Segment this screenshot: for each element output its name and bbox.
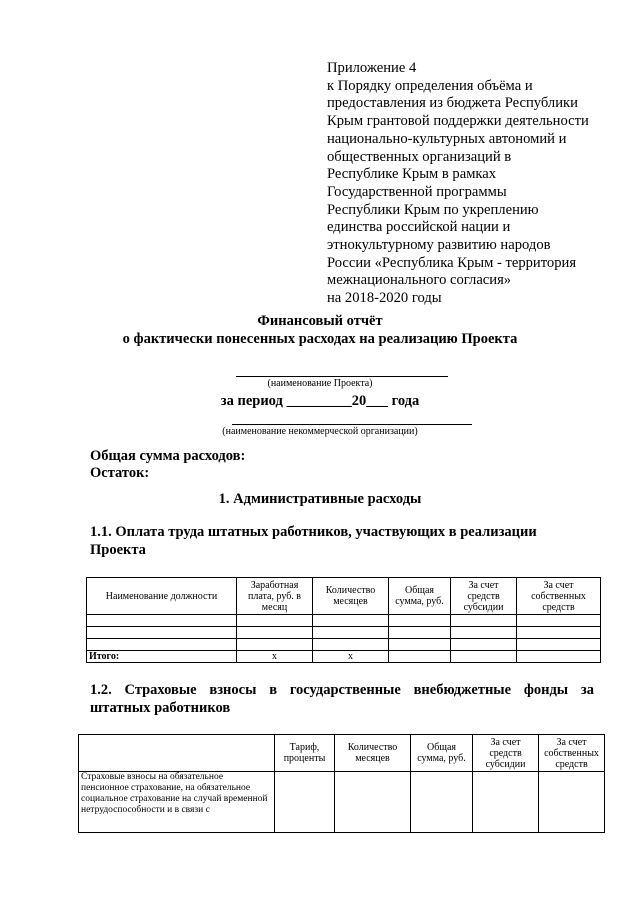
table-cell[interactable]	[451, 615, 517, 627]
table-row	[87, 615, 601, 627]
table-cell[interactable]	[275, 772, 335, 833]
table-cell: х	[237, 651, 313, 663]
table-cell[interactable]	[411, 772, 473, 833]
table-cell[interactable]	[313, 627, 389, 639]
column-header	[79, 735, 275, 772]
table-header-row	[87, 578, 601, 615]
table-cell[interactable]	[237, 615, 313, 627]
appendix-line: Республике Крым в рамках	[327, 166, 497, 183]
org-name-line	[232, 424, 472, 425]
table-cell: х	[313, 651, 389, 663]
table-cell[interactable]	[313, 615, 389, 627]
column-header: За счет собственных средств	[539, 735, 605, 772]
appendix-line: Крым грантовой поддержки деятельности	[327, 113, 589, 130]
column-header: За счет средств субсидии	[451, 578, 517, 615]
subsection-1-1-title: 1.1. Оплата труда штатных работников, участвующих в реализации Проекта	[90, 524, 537, 558]
report-subtitle: о фактически понесенных расходах на реализацию Проекта	[122, 331, 518, 347]
column-header: Количество месяцев	[313, 578, 389, 615]
table-cell[interactable]	[87, 627, 237, 639]
table-cell[interactable]	[313, 639, 389, 651]
total-label-cell: Итого:	[87, 651, 237, 663]
table-cell[interactable]	[389, 651, 451, 663]
appendix-line: национально-культурных автономий и	[327, 130, 567, 147]
table-cell[interactable]	[389, 627, 451, 639]
appendix-line: этнокультурному развитию народов	[327, 237, 551, 254]
table-total-row	[87, 651, 601, 663]
column-header: Общая сумма, руб.	[411, 735, 473, 772]
project-name-line	[236, 376, 448, 377]
salary-table	[86, 577, 601, 663]
total-expenses-label: Общая сумма расходов:	[90, 448, 246, 464]
table-cell[interactable]	[335, 772, 411, 833]
table-cell[interactable]	[517, 639, 601, 651]
table-cell[interactable]	[87, 639, 237, 651]
table-header-row	[79, 735, 605, 772]
table-cell[interactable]	[389, 639, 451, 651]
subsection-1-2-title	[90, 681, 594, 717]
appendix-line: Приложение 4	[327, 60, 417, 76]
org-caption: (наименование некоммерческой организации)	[222, 426, 418, 437]
appendix-line: к Порядку определения объёма и	[327, 77, 533, 94]
table-cell[interactable]	[517, 615, 601, 627]
column-header: Количество месяцев	[335, 735, 411, 772]
table-cell[interactable]	[517, 651, 601, 663]
table-row	[87, 639, 601, 651]
table-row	[79, 772, 605, 833]
column-header: Наименование должности	[87, 578, 237, 615]
section-1-title: 1. Административные расходы	[218, 491, 422, 507]
appendix-line: на 2018-2020 годы	[327, 290, 442, 307]
table-cell[interactable]	[237, 627, 313, 639]
column-header: Заработная плата, руб. в месяц	[237, 578, 313, 615]
table-cell[interactable]	[473, 772, 539, 833]
table-cell[interactable]	[451, 639, 517, 651]
table-cell[interactable]	[389, 615, 451, 627]
subsection-1-2-line2: штатных работников	[90, 700, 231, 716]
appendix-line: России «Республика Крым - территория	[327, 254, 577, 271]
subsection-1-2-line1: 1.2. Страховые взносы в государственные внебюджетные фонды за	[90, 682, 594, 698]
column-header: За счет собственных средств	[517, 578, 601, 615]
report-title: Финансовый отчёт	[257, 313, 383, 329]
column-header: Тариф, проценты	[275, 735, 335, 772]
appendix-line: Республики Крым по укреплению	[327, 201, 539, 218]
column-header: Общая сумма, руб.	[389, 578, 451, 615]
appendix-line: предоставления из бюджета Республики	[327, 95, 578, 112]
appendix-line: общественных организаций в	[327, 148, 512, 165]
remainder-label: Остаток:	[90, 465, 150, 481]
row-label-cell: Страховые взносы на обязательное пенсионное страхование, на обязательное социальное страхование на случай временной нетрудоспособности и в связи с	[79, 772, 275, 833]
appendix-block	[327, 60, 627, 308]
table-row	[87, 627, 601, 639]
table-cell[interactable]	[451, 651, 517, 663]
table-cell[interactable]	[237, 639, 313, 651]
project-caption: (наименование Проекта)	[267, 378, 373, 389]
column-header: За счет средств субсидии	[473, 735, 539, 772]
table-cell[interactable]	[539, 772, 605, 833]
appendix-line: Государственной программы	[327, 183, 507, 200]
table-cell[interactable]	[517, 627, 601, 639]
table-cell[interactable]	[451, 627, 517, 639]
appendix-line: единства российской нации и	[327, 219, 511, 236]
report-period: за период _________20___ года	[220, 393, 420, 409]
appendix-line: межнационального согласия»	[327, 272, 512, 289]
table-cell[interactable]	[87, 615, 237, 627]
insurance-table	[78, 734, 605, 833]
